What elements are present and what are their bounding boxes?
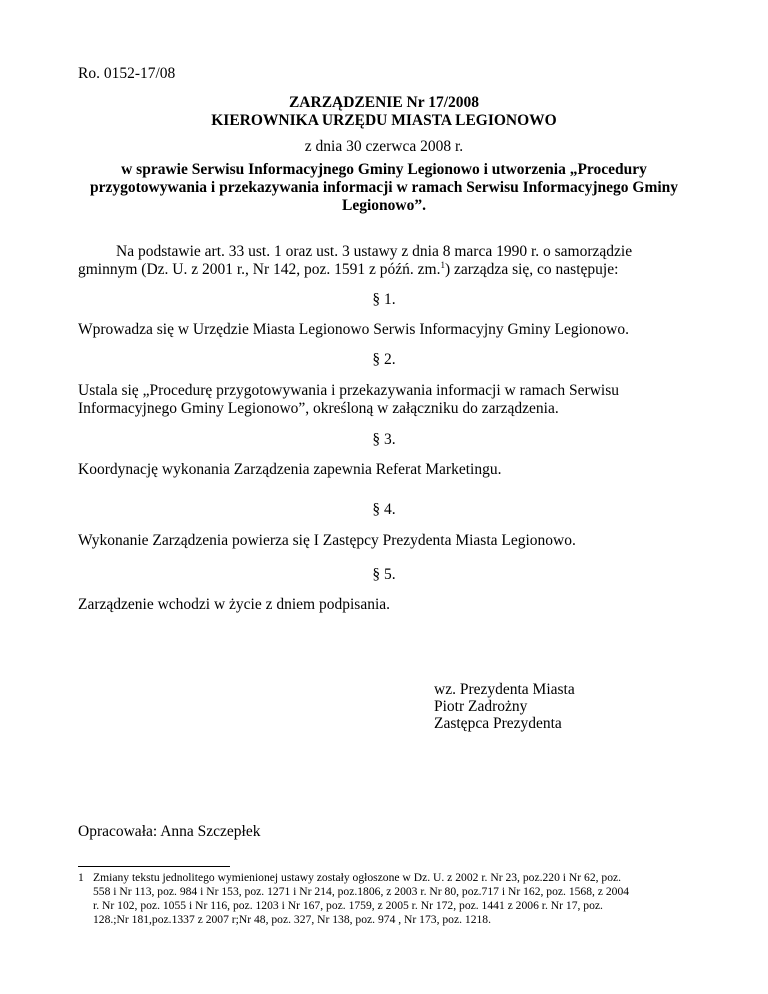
subject-line: przygotowywania i przekazywania informacji w ramach Serwisu Informacyjnego Gminy: [89, 179, 679, 196]
footnote-line: r. Nr 102, poz. 1055 i Nr 116, poz. 1203 i Nr 167, poz. 1759, z 2005 r. Nr 172, poz. 1441 z 2006 r. Nr 17, poz.: [93, 899, 603, 912]
section-4-text: Wykonanie Zarządzenia powierza się I Zastępcy Prezydenta Miasta Legionowo.: [78, 532, 576, 549]
document-title: ZARZĄDZENIE Nr 17/2008: [288, 94, 480, 111]
signature-line: wz. Prezydenta Miasta: [434, 681, 575, 698]
section-mark-1: § 1.: [372, 291, 396, 308]
subject-line: Legionowo”.: [342, 197, 426, 214]
preamble-line: [78, 260, 618, 279]
document-issuer: KIEROWNIKA URZĘDU MIASTA LEGIONOWO: [211, 112, 557, 129]
preamble-text: gminnym (Dz. U. z 2001 r., Nr 142, poz. 1591 z późń. zm.: [78, 261, 441, 278]
preamble-line: Na podstawie art. 33 ust. 1 oraz ust. 3 ustawy z dnia 8 marca 1990 r. o samorządzie: [116, 243, 633, 260]
section-3-text: Koordynację wykonania Zarządzenia zapewnia Referat Marketingu.: [78, 461, 502, 478]
section-mark-4: § 4.: [372, 501, 396, 518]
footnote-line: Zmiany tekstu jednolitego wymienionej ustawy zostały ogłoszone w Dz. U. z 2002 r. Nr 23, poz.220 i Nr 62, poz.: [93, 871, 622, 884]
section-1-text: Wprowadza się w Urzędzie Miasta Legionowo Serwis Informacyjny Gminy Legionowo.: [78, 321, 629, 338]
section-2-text: Informacyjnego Gminy Legionowo”, określoną w załączniku do zarządzenia.: [78, 400, 559, 417]
section-mark-2: § 2.: [372, 351, 396, 368]
preamble-text: ) zarządza się, co następuje:: [444, 261, 619, 278]
signature-name: Piotr Zadrożny: [434, 698, 528, 715]
section-2-text: Ustala się „Procedurę przygotowywania i przekazywania informacji w ramach Serwisu: [78, 382, 620, 399]
subject-line: w sprawie Serwisu Informacyjnego Gminy Legionowo i utworzenia „Procedury: [121, 161, 647, 178]
footnote-number: 1: [78, 871, 84, 884]
section-mark-3: § 3.: [372, 431, 396, 448]
footnote-line: 558 i Nr 113, poz. 984 i Nr 153, poz. 1271 i Nr 214, poz.1806, z 2003 r. Nr 80, poz.717 i Nr 162, poz. 1568, z 2004: [93, 885, 630, 898]
document-date: z dnia 30 czerwca 2008 r.: [304, 138, 464, 155]
prepared-by: Opracowała: Anna Szczepłek: [78, 823, 261, 840]
section-5-text: Zarządzenie wchodzi w życie z dniem podpisania.: [78, 596, 391, 613]
signature-role: Zastępca Prezydenta: [434, 715, 562, 732]
footnote-reference: 1: [440, 260, 445, 270]
section-mark-5: § 5.: [372, 566, 396, 583]
document-reference: Ro. 0152-17/08: [78, 65, 176, 82]
footnote-line: 128.;Nr 181,poz.1337 z 2007 r;Nr 48, poz. 327, Nr 138, poz. 974 , Nr 173, poz. 1218.: [93, 913, 491, 926]
footnote-divider: [78, 866, 230, 867]
